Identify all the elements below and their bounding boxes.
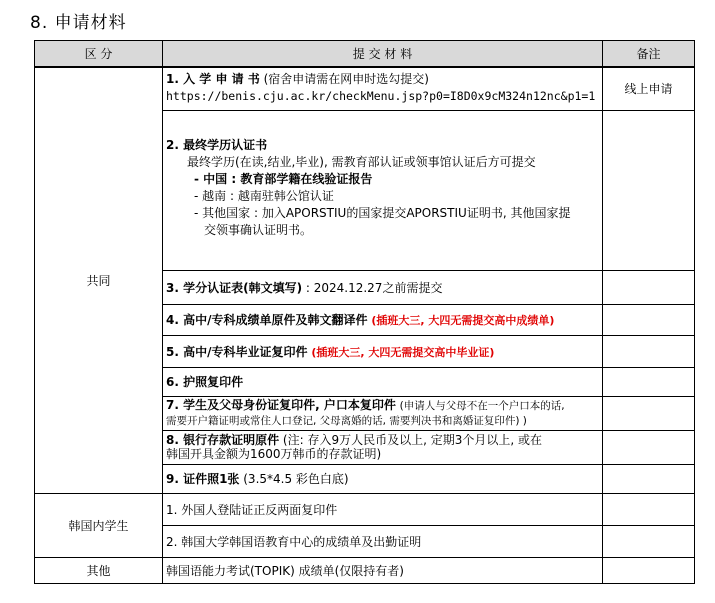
material-cell-o1: 韩国语能力考试(TOPIK) 成绩单(仅限持有者)	[163, 557, 603, 583]
table-row	[35, 557, 695, 583]
note-empty	[603, 493, 695, 525]
material-cell-9	[163, 464, 603, 493]
material-title-6: 6. 护照复印件	[166, 375, 244, 389]
material-warning-4: (插班大三, 大四无需提交高中成绩单)	[371, 314, 555, 327]
section-title: 8. 申请材料	[30, 13, 127, 33]
degree-cert-others-cont: 交领事确认证明书。	[204, 222, 313, 237]
table-row	[35, 67, 695, 110]
material-cell-5	[163, 335, 603, 367]
note-empty	[603, 110, 695, 270]
material-warning-5: (插班大三, 大四无需提交高中毕业证)	[311, 345, 495, 359]
note-empty	[603, 367, 695, 396]
material-cell-4	[163, 304, 603, 335]
application-link[interactable]: https://benis.cju.ac.kr/checkMenu.jsp?p0=I8D0x9cM324n12nc&p1=1	[166, 89, 596, 103]
note-empty	[603, 304, 695, 335]
material-detail-8a: (注: 存入9万人民币及以上, 定期3个月以上, 或在	[282, 433, 542, 447]
header-category: 区 分	[35, 41, 163, 68]
category-common: 共同	[35, 67, 163, 493]
material-detail-7b: 需要开户籍证明或常住人口登记, 父母离婚的话, 需要判决书和离婚证复印件) )	[166, 415, 527, 427]
material-detail-7a: (申请人与父母不在一个户口本的话,	[399, 400, 565, 412]
material-cell-k1: 1. 外国人登陆证正反两面复印件	[163, 493, 603, 525]
header-note: 备注	[603, 41, 695, 68]
material-cell-6	[163, 367, 603, 396]
material-cell-2	[163, 110, 603, 270]
material-cell-k2: 2. 韩国大学韩国语教育中心的成绩单及出勤证明	[163, 525, 603, 557]
note-online-application: 线上申请	[603, 67, 695, 110]
material-title-5: 5. 高中/专科毕业证复印件	[166, 344, 308, 359]
note-empty	[603, 335, 695, 367]
note-empty	[603, 396, 695, 430]
material-title-2: 2. 最终学历认证书	[166, 137, 268, 152]
material-title-8: 8. 银行存款证明原件	[166, 433, 280, 447]
note-empty	[603, 430, 695, 464]
material-title-4: 4. 高中/专科成绩单原件及韩文翻译件	[166, 313, 368, 327]
material-detail-3: : 2024.12.27之前需提交	[302, 280, 443, 295]
note-empty	[603, 270, 695, 304]
material-cell-1	[163, 67, 603, 110]
note-empty	[603, 525, 695, 557]
degree-cert-china: - 中国 : 教育部学籍在线验证报告	[194, 171, 373, 186]
note-empty	[603, 557, 695, 583]
material-title-7: 7. 学生及父母身份证复印件, 户口本复印件	[166, 398, 396, 412]
material-cell-7	[163, 396, 603, 430]
table-row	[35, 493, 695, 525]
material-detail-9: (3.5*4.5 彩色白底)	[239, 472, 349, 486]
material-title-9: 9. 证件照1张	[166, 472, 240, 486]
category-korea-students: 韩国内学生	[35, 493, 163, 557]
degree-cert-vietnam: - 越南 : 越南驻韩公馆认证	[194, 188, 334, 203]
header-materials: 提 交 材 料	[163, 41, 603, 68]
material-detail-1: (宿舍申请需在网申时选勾提交)	[259, 72, 429, 86]
material-detail-8b: 韩国开具金额为1600万韩币的存款证明)	[166, 447, 382, 461]
materials-table	[34, 40, 695, 584]
material-title-3: 3. 学分认证表(韩文填写)	[166, 280, 303, 295]
category-other: 其他	[35, 557, 163, 583]
note-empty	[603, 464, 695, 493]
table-header-row	[35, 41, 695, 68]
degree-cert-others: - 其他国家 : 加入APORSTIU的国家提交APORSTIU证明书, 其他国家提	[194, 205, 571, 220]
material-cell-3	[163, 270, 603, 304]
material-detail-2: 最终学历(在读,结业,毕业), 需教育部认证或领事馆认证后方可提交	[187, 154, 536, 169]
material-cell-8	[163, 430, 603, 464]
material-title-1: 1. 入 学 申 请 书	[166, 72, 260, 86]
